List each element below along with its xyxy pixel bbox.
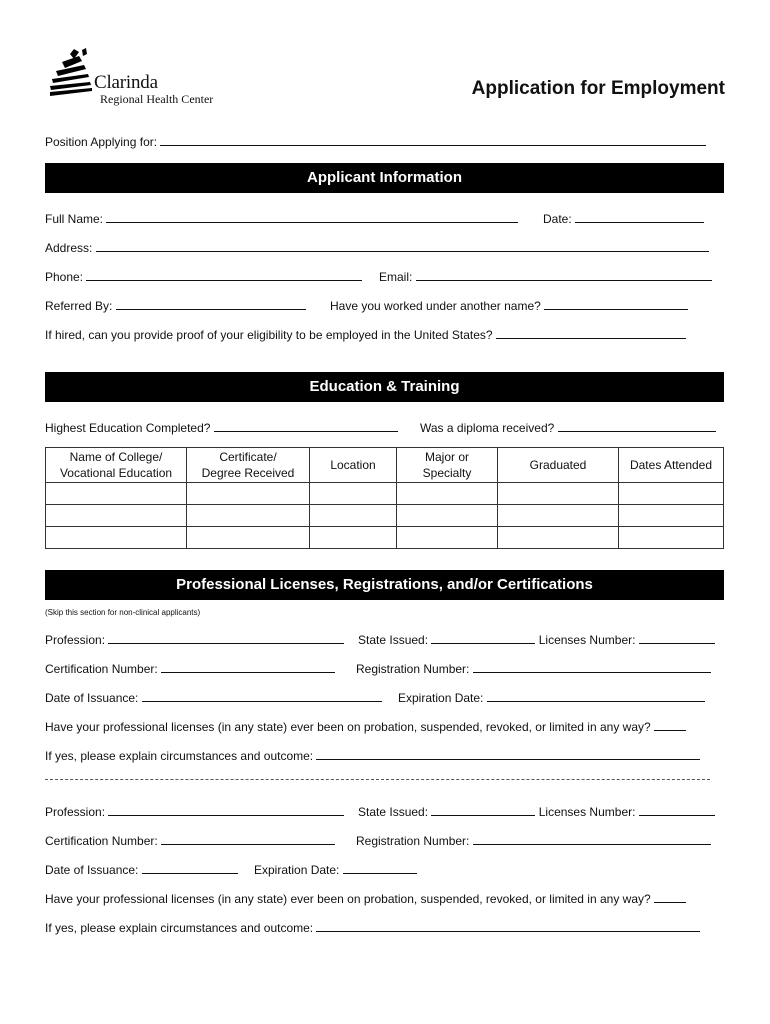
table-cell[interactable] xyxy=(498,505,619,527)
education-section-header: Education & Training xyxy=(45,372,724,402)
issuance-label: Date of Issuance: xyxy=(45,691,139,705)
profession-label: Profession: xyxy=(45,633,106,647)
phone-label: Phone: xyxy=(45,270,84,284)
table-cell[interactable] xyxy=(46,505,187,527)
state-issued-label: State Issued: xyxy=(358,805,429,819)
table-cell[interactable] xyxy=(310,483,397,505)
address-row xyxy=(45,240,709,255)
column-header-location: Location xyxy=(310,448,397,483)
highest-education-label: Highest Education Completed? xyxy=(45,421,211,435)
profession-row-2 xyxy=(45,804,344,819)
license-number-field[interactable] xyxy=(639,804,715,816)
issuance-field[interactable] xyxy=(142,862,238,874)
table-cell[interactable] xyxy=(187,527,310,549)
certification-field[interactable] xyxy=(161,661,335,673)
state-issued-row xyxy=(358,632,715,647)
page-title: Application for Employment xyxy=(471,78,725,99)
referred-row xyxy=(45,298,306,313)
eligibility-label: If hired, can you provide proof of your eligibility to be employed in the United States? xyxy=(45,328,493,342)
certification-label: Certification Number: xyxy=(45,834,158,848)
full-name-row xyxy=(45,211,518,226)
address-label: Address: xyxy=(45,241,93,255)
registration-field[interactable] xyxy=(473,833,711,845)
probation-field[interactable] xyxy=(654,719,686,731)
phone-row xyxy=(45,269,362,284)
column-header-major: Major or Specialty xyxy=(397,448,498,483)
profession-label: Profession: xyxy=(45,805,106,819)
registration-row-2 xyxy=(356,833,711,848)
certification-field[interactable] xyxy=(161,833,335,845)
diploma-field[interactable] xyxy=(558,420,716,432)
certification-row-2 xyxy=(45,833,335,848)
column-header-college: Name of College/ Vocational Education xyxy=(46,448,187,483)
table-cell[interactable] xyxy=(397,505,498,527)
table-cell[interactable] xyxy=(46,527,187,549)
state-issued-label: State Issued: xyxy=(358,633,429,647)
table-cell[interactable] xyxy=(498,483,619,505)
profession-field[interactable] xyxy=(108,632,344,644)
phone-field[interactable] xyxy=(86,269,362,281)
address-field[interactable] xyxy=(96,240,709,252)
issuance-row-2 xyxy=(45,862,238,877)
skip-note: (Skip this section for non-clinical applicants) xyxy=(45,608,201,617)
explain-label: If yes, please explain circumstances and outcome: xyxy=(45,921,314,935)
table-cell[interactable] xyxy=(310,527,397,549)
registration-row xyxy=(356,661,711,676)
registration-field[interactable] xyxy=(473,661,711,673)
expiration-field[interactable] xyxy=(343,862,417,874)
highest-education-row xyxy=(45,420,398,435)
explain-field[interactable] xyxy=(316,748,700,760)
diploma-label: Was a diploma received? xyxy=(420,421,555,435)
registration-label: Registration Number: xyxy=(356,834,470,848)
full-name-label: Full Name: xyxy=(45,212,104,226)
state-issued-field[interactable] xyxy=(431,804,535,816)
logo-subtitle: Regional Health Center xyxy=(100,92,214,106)
table-cell[interactable] xyxy=(310,505,397,527)
other-name-row xyxy=(330,298,688,313)
clarinda-logo xyxy=(50,44,230,108)
date-field[interactable] xyxy=(575,211,704,223)
profession-row xyxy=(45,632,344,647)
position-field[interactable] xyxy=(160,134,706,146)
column-header-graduated: Graduated xyxy=(498,448,619,483)
state-issued-field[interactable] xyxy=(431,632,535,644)
highest-education-field[interactable] xyxy=(214,420,398,432)
license-number-field[interactable] xyxy=(639,632,715,644)
table-cell[interactable] xyxy=(187,483,310,505)
table-cell[interactable] xyxy=(187,505,310,527)
column-header-dates: Dates Attended xyxy=(619,448,724,483)
table-cell[interactable] xyxy=(619,483,724,505)
table-cell[interactable] xyxy=(619,527,724,549)
issuance-field[interactable] xyxy=(142,690,382,702)
date-label: Date: xyxy=(543,212,572,226)
table-cell[interactable] xyxy=(397,527,498,549)
section-divider xyxy=(45,779,710,780)
table-row xyxy=(46,505,724,527)
license-number-label: Licenses Number: xyxy=(538,805,636,819)
license-number-label: Licenses Number: xyxy=(538,633,636,647)
email-field[interactable] xyxy=(416,269,712,281)
issuance-row xyxy=(45,690,382,705)
email-row xyxy=(379,269,712,284)
eligibility-row xyxy=(45,327,686,342)
probation-question: Have your professional licenses (in any state) ever been on probation, suspended, revoked, or limited in any way? xyxy=(45,720,651,734)
position-label: Position Applying for: xyxy=(45,135,158,149)
expiration-label: Expiration Date: xyxy=(398,691,484,705)
date-row xyxy=(543,211,704,226)
education-table xyxy=(45,447,724,549)
certification-row xyxy=(45,661,335,676)
registration-label: Registration Number: xyxy=(356,662,470,676)
probation-row-2 xyxy=(45,891,686,906)
state-issued-row-2 xyxy=(358,804,715,819)
column-header-certificate: Certificate/ Degree Received xyxy=(187,448,310,483)
probation-question: Have your professional licenses (in any state) ever been on probation, suspended, revoked, or limited in any way? xyxy=(45,892,651,906)
explain-label: If yes, please explain circumstances and outcome: xyxy=(45,749,314,763)
table-row xyxy=(46,483,724,505)
profession-field[interactable] xyxy=(108,804,344,816)
table-cell[interactable] xyxy=(619,505,724,527)
expiration-field[interactable] xyxy=(487,690,705,702)
table-cell[interactable] xyxy=(498,527,619,549)
expiration-row-2 xyxy=(254,862,417,877)
table-cell[interactable] xyxy=(397,483,498,505)
sunburst-icon xyxy=(50,48,98,100)
explain-field[interactable] xyxy=(316,920,700,932)
table-cell[interactable] xyxy=(46,483,187,505)
expiration-label: Expiration Date: xyxy=(254,863,340,877)
eligibility-field[interactable] xyxy=(496,327,686,339)
explain-row xyxy=(45,748,700,763)
full-name-field[interactable] xyxy=(106,211,518,223)
probation-row xyxy=(45,719,686,734)
table-row xyxy=(46,527,724,549)
licenses-section-header: Professional Licenses, Registrations, and/or Certifications xyxy=(45,570,724,600)
probation-field[interactable] xyxy=(654,891,686,903)
certification-label: Certification Number: xyxy=(45,662,158,676)
email-label: Email: xyxy=(379,270,413,284)
issuance-label: Date of Issuance: xyxy=(45,863,139,877)
other-name-field[interactable] xyxy=(544,298,688,310)
expiration-row xyxy=(398,690,705,705)
diploma-row xyxy=(420,420,716,435)
referred-label: Referred By: xyxy=(45,299,113,313)
explain-row-2 xyxy=(45,920,700,935)
applicant-section-header: Applicant Information xyxy=(45,163,724,193)
other-name-label: Have you worked under another name? xyxy=(330,299,541,313)
logo-name: Clarinda xyxy=(94,72,158,93)
position-row xyxy=(45,134,706,149)
education-table-header xyxy=(46,448,724,483)
referred-field[interactable] xyxy=(116,298,306,310)
